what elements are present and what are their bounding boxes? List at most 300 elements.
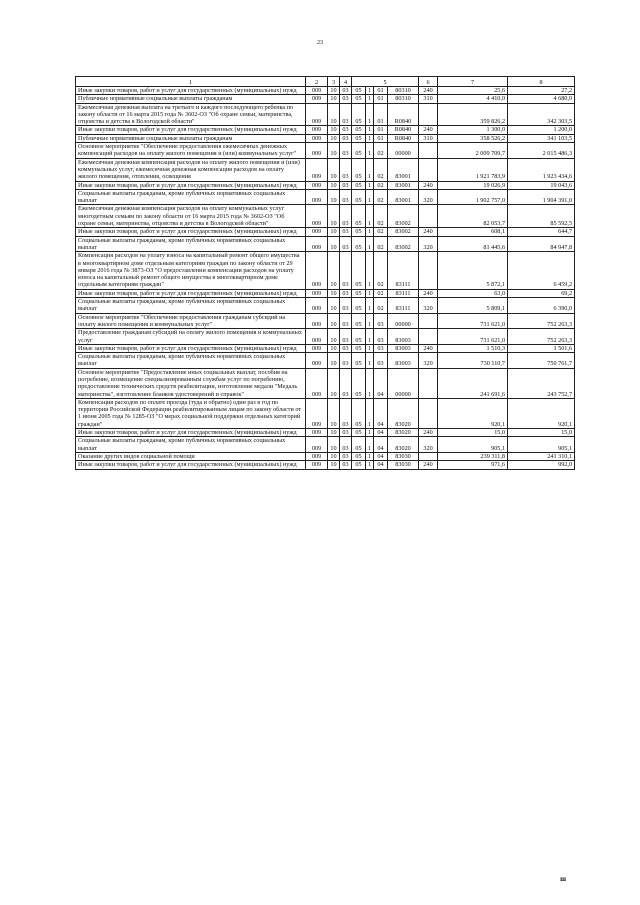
cell-direction: 00000 [388,313,419,329]
table-row [76,429,575,437]
row-description: Основное мероприятие "Обеспечение предоставления ежемесячных денежных компенсаций расходов на оплату жилого помещения и (или) коммунальных услуг" [76,143,306,159]
cell-ministry: 009 [306,313,328,329]
cell-expense-type [419,252,438,289]
cell-event: 04 [374,398,388,428]
cell-program: 05 [352,95,366,103]
cell-ministry: 009 [306,353,328,369]
row-description: Основное мероприятие "Обеспечение предоставления гражданам субсидий на оплату жилого помещения и коммунальных услуг" [76,313,306,329]
cell-expense-type: 240 [419,126,438,134]
cell-section: 10 [328,189,340,205]
cell-subprogram: 1 [366,461,374,469]
cell-event: 04 [374,368,388,398]
cell-amount-year-1: 358 526,2 [438,134,508,142]
cell-subsection: 03 [340,189,352,205]
cell-subprogram: 1 [366,289,374,297]
cell-direction: 83001 [388,158,419,181]
row-description: Ежемесячная денежная компенсация расходов на оплату жилого помещения и (или) коммунальных услуг, ежемесячная денежная компенсация расходов на оплату жилого помещения, отопления, освещения [76,158,306,181]
cell-expense-type: 320 [419,189,438,205]
cell-subprogram: 1 [366,313,374,329]
row-description: Предоставление гражданам субсидий на оплату жилого помещения и коммунальных услуг [76,329,306,345]
cell-event: 02 [374,252,388,289]
cell-expense-type: 240 [419,289,438,297]
cell-section: 10 [328,103,340,126]
cell-section: 10 [328,429,340,437]
table-row [76,134,575,142]
row-description: Социальные выплаты гражданам, кроме публичных нормативных социальных выплат [76,353,306,369]
cell-expense-type: 320 [419,437,438,453]
cell-expense-type: 320 [419,236,438,252]
cell-subsection: 03 [340,452,352,460]
header-cell: 4 [340,77,352,87]
cell-program: 05 [352,228,366,236]
cell-expense-type [419,368,438,398]
table-row [76,103,575,126]
cell-subprogram: 1 [366,181,374,189]
table-row [76,289,575,297]
cell-amount-year-1: 4 410,0 [438,95,508,103]
cell-section: 10 [328,95,340,103]
cell-subprogram: 1 [366,158,374,181]
row-description: Оказание других видов социальной помощи [76,452,306,460]
row-description: Ежемесячная денежная компенсация расходов на оплату коммунальных услуг многодетным семьям по закону области от 16 марта 2015 года № 3602-ОЗ "Об охране семьи, материнства, отцовства и детства в Вологодской области" [76,205,306,228]
cell-ministry: 009 [306,228,328,236]
cell-amount-year-2: 752 263,3 [508,329,575,345]
cell-subprogram: 1 [366,95,374,103]
cell-subsection: 03 [340,252,352,289]
cell-ministry: 009 [306,329,328,345]
table-row [76,143,575,159]
cell-program: 05 [352,126,366,134]
cell-ministry: 009 [306,95,328,103]
cell-event: 02 [374,181,388,189]
cell-amount-year-1: 5 809,1 [438,298,508,314]
cell-direction: 83001 [388,189,419,205]
cell-amount-year-1: 2 009 709,7 [438,143,508,159]
cell-amount-year-2: 243 752,7 [508,368,575,398]
cell-program: 05 [352,353,366,369]
cell-section: 10 [328,298,340,314]
cell-program: 05 [352,313,366,329]
table-row [76,126,575,134]
cell-ministry: 009 [306,429,328,437]
cell-direction: 83002 [388,205,419,228]
cell-ministry: 009 [306,143,328,159]
cell-section: 10 [328,228,340,236]
cell-expense-type: 320 [419,353,438,369]
cell-program: 05 [352,252,366,289]
cell-section: 10 [328,87,340,95]
cell-event: 03 [374,353,388,369]
cell-subsection: 03 [340,158,352,181]
cell-event: 01 [374,134,388,142]
cell-subsection: 03 [340,398,352,428]
cell-subsection: 03 [340,313,352,329]
cell-subsection: 03 [340,126,352,134]
cell-subsection: 03 [340,143,352,159]
cell-amount-year-2: 1 904 391,0 [508,189,575,205]
cell-subsection: 03 [340,87,352,95]
cell-event: 02 [374,228,388,236]
cell-event: 01 [374,95,388,103]
page-number: 23 [317,40,323,46]
row-description: Публичные нормативные социальные выплаты гражданам [76,95,306,103]
cell-amount-year-1: 730 110,7 [438,353,508,369]
row-description: Иные закупки товаров, работ и услуг для государственных (муниципальных) нужд [76,228,306,236]
table-row [76,461,575,469]
cell-amount-year-2: 19 043,6 [508,181,575,189]
cell-expense-type: 310 [419,134,438,142]
cell-subprogram: 1 [366,205,374,228]
cell-amount-year-1: 905,1 [438,437,508,453]
cell-expense-type: 240 [419,228,438,236]
cell-direction: R0840 [388,134,419,142]
cell-amount-year-2: 1 923 434,6 [508,158,575,181]
table-row [76,181,575,189]
cell-subprogram: 1 [366,353,374,369]
cell-event: 01 [374,126,388,134]
cell-subsection: 03 [340,181,352,189]
cell-section: 10 [328,158,340,181]
cell-event: 02 [374,298,388,314]
row-description: Ежемесячная денежная выплата на третьего и каждого последующего ребенка по закону области от 16 марта 2015 года № 3602-ОЗ "Об охране семьи, материнства, отцовства и детства в Вологодской области" [76,103,306,126]
cell-amount-year-2: 905,1 [508,437,575,453]
cell-subsection: 03 [340,368,352,398]
cell-direction: 80310 [388,87,419,95]
cell-direction: 83020 [388,437,419,453]
cell-amount-year-1: 19 026,9 [438,181,508,189]
cell-direction: R0840 [388,126,419,134]
cell-expense-type: 240 [419,344,438,352]
cell-direction: R0840 [388,103,419,126]
cell-ministry: 009 [306,126,328,134]
cell-ministry: 009 [306,452,328,460]
cell-event: 04 [374,429,388,437]
table-row [76,398,575,428]
table-row [76,368,575,398]
table-row [76,437,575,453]
cell-subsection: 03 [340,344,352,352]
cell-program: 05 [352,344,366,352]
cell-event: 03 [374,329,388,345]
cell-amount-year-2: 342 303,5 [508,103,575,126]
cell-ministry: 009 [306,103,328,126]
cell-subsection: 03 [340,205,352,228]
cell-amount-year-2: 15,0 [508,429,575,437]
cell-amount-year-2: 69,2 [508,289,575,297]
cell-event: 02 [374,158,388,181]
cell-amount-year-1: 81 445,6 [438,236,508,252]
cell-program: 05 [352,298,366,314]
cell-program: 05 [352,452,366,460]
table-header-row [76,77,575,87]
header-cell: 7 [438,77,508,87]
cell-subsection: 03 [340,95,352,103]
cell-subprogram: 1 [366,368,374,398]
cell-section: 10 [328,236,340,252]
cell-ministry: 009 [306,298,328,314]
cell-expense-type [419,205,438,228]
cell-expense-type: 240 [419,429,438,437]
cell-event: 02 [374,143,388,159]
cell-subprogram: 1 [366,437,374,453]
header-cell: 8 [508,77,575,87]
cell-direction: 83003 [388,329,419,345]
table-row [76,189,575,205]
cell-amount-year-1: 5 872,1 [438,252,508,289]
cell-section: 10 [328,313,340,329]
cell-event: 01 [374,103,388,126]
cell-subsection: 03 [340,289,352,297]
cell-subsection: 03 [340,236,352,252]
cell-event: 03 [374,313,388,329]
cell-amount-year-2: 1 501,6 [508,344,575,352]
cell-expense-type [419,313,438,329]
cell-subprogram: 1 [366,228,374,236]
cell-event: 02 [374,289,388,297]
table-row [76,95,575,103]
table-row [76,87,575,95]
cell-amount-year-1: 971,6 [438,461,508,469]
cell-subprogram: 1 [366,298,374,314]
cell-section: 10 [328,126,340,134]
cell-subprogram: 1 [366,452,374,460]
row-description: Социальные выплаты гражданам, кроме публичных нормативных социальных выплат [76,437,306,453]
cell-amount-year-2: 84 947,8 [508,236,575,252]
cell-ministry: 009 [306,461,328,469]
cell-ministry: 009 [306,189,328,205]
cell-event: 02 [374,189,388,205]
cell-expense-type [419,452,438,460]
cell-direction: 83111 [388,252,419,289]
cell-subsection: 03 [340,298,352,314]
cell-section: 10 [328,461,340,469]
table-row [76,313,575,329]
cell-program: 05 [352,398,366,428]
cell-amount-year-2: 85 592,5 [508,205,575,228]
header-cell: 6 [419,77,438,87]
cell-ministry: 009 [306,437,328,453]
table-row [76,329,575,345]
cell-event: 01 [374,87,388,95]
header-cell: 3 [328,77,340,87]
cell-amount-year-1: 82 053,7 [438,205,508,228]
cell-expense-type: 240 [419,87,438,95]
table-row [76,252,575,289]
cell-section: 10 [328,329,340,345]
cell-amount-year-2: 341 103,5 [508,134,575,142]
cell-section: 10 [328,437,340,453]
cell-event: 02 [374,236,388,252]
cell-direction: 83020 [388,429,419,437]
cell-ministry: 009 [306,134,328,142]
cell-program: 05 [352,236,366,252]
cell-ministry: 009 [306,87,328,95]
row-description: Иные закупки товаров, работ и услуг для государственных (муниципальных) нужд [76,126,306,134]
cell-amount-year-1: 1 300,0 [438,126,508,134]
cell-expense-type: 240 [419,181,438,189]
row-description: Иные закупки товаров, работ и услуг для государственных (муниципальных) нужд [76,461,306,469]
cell-subprogram: 1 [366,329,374,345]
cell-amount-year-1: 731 621,0 [438,313,508,329]
cell-subprogram: 1 [366,87,374,95]
table-row [76,228,575,236]
cell-amount-year-2: 6 390,0 [508,298,575,314]
cell-direction: 00000 [388,143,419,159]
cell-ministry: 009 [306,344,328,352]
row-description: Иные закупки товаров, работ и услуг для государственных (муниципальных) нужд [76,181,306,189]
cell-subprogram: 1 [366,236,374,252]
cell-program: 05 [352,461,366,469]
cell-program: 05 [352,143,366,159]
cell-program: 05 [352,87,366,95]
corner-mark: ш [560,875,566,883]
cell-ministry: 009 [306,181,328,189]
cell-subprogram: 1 [366,344,374,352]
cell-amount-year-2: 27,2 [508,87,575,95]
cell-amount-year-1: 1 510,3 [438,344,508,352]
cell-event: 04 [374,452,388,460]
cell-ministry: 009 [306,289,328,297]
row-description: Иные закупки товаров, работ и услуг для государственных (муниципальных) нужд [76,87,306,95]
cell-ministry: 009 [306,398,328,428]
cell-program: 05 [352,329,366,345]
cell-amount-year-2: 920,1 [508,398,575,428]
cell-expense-type [419,398,438,428]
cell-section: 10 [328,181,340,189]
cell-section: 10 [328,368,340,398]
cell-amount-year-1: 731 621,0 [438,329,508,345]
row-description: Компенсация расходов по оплате проезда (туда и обратно) один раз в год по территории Российской Федерации реабилитированным лицам по закону области от 1 июня 2005 года № 1285-ОЗ "О мерах социальной поддержки отдельных категорий граждан" [76,398,306,428]
cell-amount-year-1: 1 902 757,0 [438,189,508,205]
cell-amount-year-2: 241 310,1 [508,452,575,460]
row-description: Иные закупки товаров, работ и услуг для государственных (муниципальных) нужд [76,289,306,297]
cell-direction: 83002 [388,236,419,252]
row-description: Социальные выплаты гражданам, кроме публичных нормативных социальных выплат [76,236,306,252]
cell-program: 05 [352,289,366,297]
cell-subprogram: 1 [366,103,374,126]
cell-expense-type: 310 [419,95,438,103]
cell-section: 10 [328,289,340,297]
cell-event: 03 [374,344,388,352]
cell-program: 05 [352,429,366,437]
cell-subsection: 03 [340,134,352,142]
cell-ministry: 009 [306,368,328,398]
cell-amount-year-2: 992,0 [508,461,575,469]
table-row [76,344,575,352]
cell-section: 10 [328,344,340,352]
cell-amount-year-1: 63,0 [438,289,508,297]
row-description: Компенсация расходов на уплату взноса на капитальный ремонт общего имущества в многоквартирном доме отдельным категориям граждан по закону области от 29 января 2016 года № 3873-ОЗ "О предоставлении компенсации расходов на уплату взноса на капитальный ремонт общего имущества в многоквартирном доме отдельным категориям граждан" [76,252,306,289]
cell-section: 10 [328,205,340,228]
cell-direction: 83111 [388,298,419,314]
cell-program: 05 [352,103,366,126]
cell-amount-year-2: 6 459,2 [508,252,575,289]
cell-amount-year-1: 239 311,8 [438,452,508,460]
cell-amount-year-1: 608,1 [438,228,508,236]
cell-direction: 83111 [388,289,419,297]
cell-expense-type [419,329,438,345]
row-description: Иные закупки товаров, работ и услуг для государственных (муниципальных) нужд [76,429,306,437]
cell-amount-year-2: 1 200,0 [508,126,575,134]
cell-amount-year-2: 752 263,3 [508,313,575,329]
cell-subsection: 03 [340,228,352,236]
cell-direction: 83030 [388,452,419,460]
cell-event: 04 [374,437,388,453]
cell-subsection: 03 [340,103,352,126]
cell-amount-year-1: 25,6 [438,87,508,95]
cell-amount-year-1: 359 826,2 [438,103,508,126]
cell-direction: 83002 [388,228,419,236]
cell-ministry: 009 [306,252,328,289]
cell-expense-type: 240 [419,461,438,469]
cell-direction: 83003 [388,344,419,352]
table-row [76,158,575,181]
cell-expense-type: 320 [419,298,438,314]
cell-event: 02 [374,205,388,228]
cell-section: 10 [328,252,340,289]
cell-event: 04 [374,461,388,469]
cell-direction: 83003 [388,353,419,369]
cell-section: 10 [328,452,340,460]
table-body [76,87,575,470]
cell-subsection: 03 [340,353,352,369]
cell-amount-year-2: 644,7 [508,228,575,236]
table-row [76,236,575,252]
header-cell: 2 [306,77,328,87]
cell-program: 05 [352,205,366,228]
cell-subprogram: 1 [366,134,374,142]
cell-direction: 80310 [388,95,419,103]
cell-program: 05 [352,189,366,205]
row-description: Иные закупки товаров, работ и услуг для государственных (муниципальных) нужд [76,344,306,352]
cell-section: 10 [328,134,340,142]
cell-amount-year-1: 241 691,6 [438,368,508,398]
table-row [76,353,575,369]
cell-subsection: 03 [340,437,352,453]
row-description: Публичные нормативные социальные выплаты гражданам [76,134,306,142]
budget-table [75,76,575,470]
cell-direction: 83030 [388,461,419,469]
cell-ministry: 009 [306,205,328,228]
header-cell: 5 [352,77,419,87]
cell-expense-type [419,103,438,126]
cell-program: 05 [352,368,366,398]
cell-direction: 83020 [388,398,419,428]
row-description: Социальные выплаты гражданам, кроме публичных нормативных социальных выплат [76,298,306,314]
cell-subprogram: 1 [366,252,374,289]
cell-section: 10 [328,398,340,428]
cell-amount-year-1: 15,0 [438,429,508,437]
cell-subprogram: 1 [366,429,374,437]
cell-program: 05 [352,134,366,142]
cell-subsection: 03 [340,461,352,469]
cell-direction: 83001 [388,181,419,189]
cell-ministry: 009 [306,158,328,181]
cell-subprogram: 1 [366,189,374,205]
cell-program: 05 [352,181,366,189]
cell-amount-year-2: 2 015 486,3 [508,143,575,159]
cell-program: 05 [352,158,366,181]
cell-subprogram: 1 [366,126,374,134]
cell-expense-type [419,158,438,181]
cell-section: 10 [328,353,340,369]
header-cell: 1 [76,77,306,87]
cell-section: 10 [328,143,340,159]
cell-subprogram: 1 [366,398,374,428]
table-row [76,452,575,460]
cell-subprogram: 1 [366,143,374,159]
cell-amount-year-2: 750 761,7 [508,353,575,369]
